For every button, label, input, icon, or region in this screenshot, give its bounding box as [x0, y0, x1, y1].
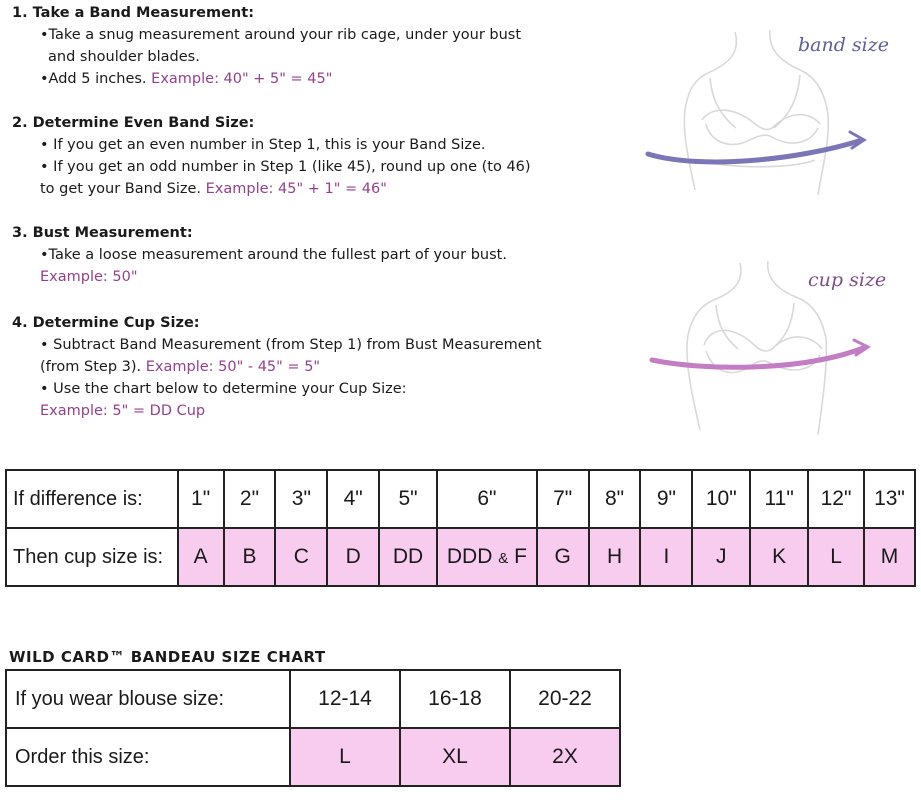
difference-cell: 7"	[537, 470, 589, 528]
step-4-line-3: • Use the chart below to determine your Cup Size:	[40, 381, 407, 397]
bandeau-size-table	[5, 669, 621, 787]
bandeau-chart-title: WILD CARD™ BANDEAU SIZE CHART	[9, 648, 326, 666]
step-1-line-1: •Take a snug measurement around your rib cage, under your bust	[40, 27, 522, 43]
band-size-illustration	[640, 20, 910, 220]
step-2-example: Example: 45" + 1" = 46"	[205, 181, 387, 197]
step-3-example: Example: 50"	[40, 269, 138, 285]
difference-cell: 1"	[178, 470, 224, 528]
cup-size-cell: J	[692, 528, 750, 586]
step-3-title: 3. Bust Measurement:	[12, 225, 193, 241]
step-2-line-1: • If you get an even number in Step 1, this is your Band Size.	[40, 137, 486, 153]
step-4-example-1: Example: 50" - 45" = 5"	[145, 359, 321, 375]
step-3-line-1: •Take a loose measurement around the fullest part of your bust.	[40, 247, 507, 263]
cup-size-cell: DD	[379, 528, 437, 586]
order-size-cell: 2X	[510, 728, 620, 786]
difference-cell: 9"	[640, 470, 692, 528]
difference-row	[6, 470, 915, 528]
difference-cell: 13"	[864, 470, 915, 528]
step-4-line-1: • Subtract Band Measurement (from Step 1) from Bust Measurement	[40, 337, 542, 353]
difference-cell: 4"	[327, 470, 379, 528]
cup-size-cell: M	[864, 528, 915, 586]
step-2-title: 2. Determine Even Band Size:	[12, 115, 255, 131]
cup-size-cell: K	[750, 528, 808, 586]
blouse-size-label: If you wear blouse size:	[6, 670, 290, 728]
step-2	[12, 112, 652, 200]
cup-size-cell: I	[640, 528, 692, 586]
step-3	[12, 222, 652, 288]
step-1	[12, 2, 652, 90]
difference-cell: 10"	[692, 470, 750, 528]
step-2-line-2: • If you get an odd number in Step 1 (like 45), round up one (to 46)	[40, 159, 531, 175]
difference-cell: 12"	[808, 470, 864, 528]
cup-size-label: cup size	[808, 269, 887, 291]
difference-cell: 6"	[437, 470, 537, 528]
cup-size-row	[6, 528, 915, 586]
difference-cell: 3"	[275, 470, 327, 528]
step-2-line-3: to get your Band Size. Example: 45" + 1" = 46"	[40, 181, 387, 197]
band-size-label: band size	[798, 34, 890, 56]
difference-cell: 2"	[224, 470, 276, 528]
cup-size-illustration	[640, 255, 910, 445]
step-1-line-3: •Add 5 inches. Example: 40" + 5" = 45"	[40, 71, 333, 87]
cup-size-cell: DDD & F	[437, 528, 537, 586]
cup-size-cell: C	[275, 528, 327, 586]
cup-size-cell: B	[224, 528, 276, 586]
blouse-size-cell: 16-18	[400, 670, 510, 728]
step-4-title: 4. Determine Cup Size:	[12, 315, 200, 331]
cup-size-cell: D	[327, 528, 379, 586]
step-4-line-2: (from Step 3). Example: 50" - 45" = 5"	[40, 359, 321, 375]
step-4	[12, 312, 652, 422]
cup-size-label: Then cup size is:	[6, 528, 178, 586]
cup-size-table	[5, 469, 916, 587]
cup-size-cell: H	[589, 528, 641, 586]
band-arrow	[648, 140, 862, 162]
cup-arrow	[652, 347, 866, 367]
difference-cell: 11"	[750, 470, 808, 528]
order-size-row	[6, 728, 620, 786]
order-size-cell: XL	[400, 728, 510, 786]
cup-size-cell: A	[178, 528, 224, 586]
difference-cell: 5"	[379, 470, 437, 528]
blouse-size-cell: 20-22	[510, 670, 620, 728]
order-size-cell: L	[290, 728, 400, 786]
blouse-size-cell: 12-14	[290, 670, 400, 728]
difference-label: If difference is:	[6, 470, 178, 528]
cup-size-cell: G	[537, 528, 589, 586]
step-4-example-2: Example: 5" = DD Cup	[40, 403, 206, 419]
step-1-title: 1. Take a Band Measurement:	[12, 5, 254, 21]
order-size-label: Order this size:	[6, 728, 290, 786]
cup-size-cell: L	[808, 528, 864, 586]
blouse-size-row	[6, 670, 620, 728]
step-1-line-2: and shoulder blades.	[48, 49, 200, 65]
difference-cell: 8"	[589, 470, 641, 528]
step-1-example: Example: 40" + 5" = 45"	[151, 71, 333, 87]
